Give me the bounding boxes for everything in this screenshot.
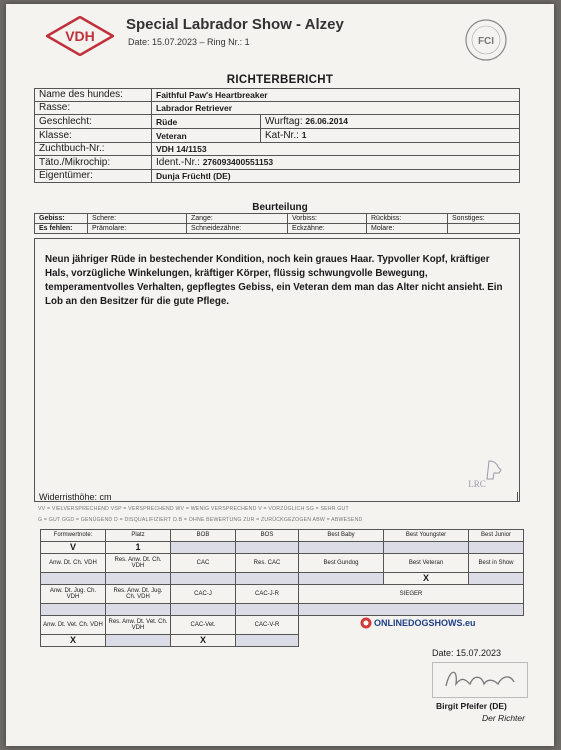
grade-legend-line-2: G = GUT GGD = GENÜGEND D = DISQUALIFIZIERT O.B = OHNE BEWERTUNG ZUR = ZURÜCKGEZOGEN ABW = ABWESEND bbox=[38, 517, 363, 523]
fci-seal-icon bbox=[464, 18, 508, 62]
studbook-label: Zuchtbuch-Nr.: bbox=[35, 143, 152, 156]
teeth-premolars: Prämolare: bbox=[88, 224, 187, 234]
info-row-sex bbox=[35, 115, 520, 129]
litter-label: Wurftag: bbox=[265, 116, 303, 127]
res-anw-vet-ch-value: X bbox=[41, 635, 106, 647]
results-junior-row bbox=[41, 585, 524, 604]
teeth-bite-label: Gebiss: bbox=[35, 214, 88, 224]
res-anw-vet-ch: Anw. Dt. Vet. Ch. VDH bbox=[41, 616, 106, 635]
teeth-canines: Eckzähne: bbox=[288, 224, 367, 234]
res-h-bob: BOB bbox=[171, 530, 236, 542]
res-res-anw-ch-value bbox=[106, 573, 171, 585]
res-h-place: Platz bbox=[106, 530, 171, 542]
res-cac-j-r: CAC-J-R bbox=[236, 585, 299, 604]
onlinedogshows-badge-icon bbox=[360, 617, 372, 629]
report-title: RICHTERBERICHT bbox=[226, 74, 334, 86]
results-junior-value-row bbox=[41, 604, 524, 616]
info-row-chip bbox=[35, 156, 520, 170]
res-h-bos: BOS bbox=[236, 530, 299, 542]
teeth-row-missing bbox=[35, 224, 520, 234]
teeth-incisors: Schneidezähne: bbox=[187, 224, 288, 234]
res-h-best-youngster: Best Youngster bbox=[384, 530, 469, 542]
judge-report-page bbox=[6, 4, 554, 746]
res-grade-value: V bbox=[41, 542, 106, 554]
cat-cell bbox=[261, 129, 520, 143]
res-anw-jug-ch: Anw. Dt. Jug. Ch. VDH bbox=[41, 585, 106, 604]
info-row-class bbox=[35, 129, 520, 143]
breed-value: Labrador Retriever bbox=[152, 102, 520, 115]
res-bob-value bbox=[171, 542, 236, 554]
dog-info-table bbox=[34, 88, 520, 183]
chip-label: Täto./Mikrochip: bbox=[35, 156, 152, 170]
judge-signature-icon bbox=[432, 662, 528, 698]
res-res-anw-vet-ch: Res. Anw. Dt. Vet. Ch. VDH bbox=[106, 616, 171, 635]
vdh-logo-text: VDH bbox=[65, 28, 95, 44]
teeth-pincer: Zange: bbox=[187, 214, 288, 224]
cat-label: Kat-Nr.: bbox=[265, 130, 299, 141]
sex-value: Rüde bbox=[152, 115, 261, 129]
teeth-undershot: Rückbiss: bbox=[367, 214, 448, 224]
res-res-cac-value bbox=[236, 573, 299, 585]
res-res-anw-ch: Res. Anw. Dt. Ch. VDH bbox=[106, 554, 171, 573]
res-best-in-show-value bbox=[469, 573, 524, 585]
res-res-anw-jug-ch-value bbox=[106, 604, 171, 616]
class-value: Veteran bbox=[152, 129, 261, 143]
fci-seal-text: FCI bbox=[477, 36, 495, 47]
studbook-value: VDH 14/1153 bbox=[152, 143, 520, 156]
res-best-junior-value bbox=[469, 542, 524, 554]
withers-height: Widerristhöhe: cm bbox=[34, 492, 518, 502]
res-h-grade: Formwertnote: bbox=[41, 530, 106, 542]
judge-role: Der Richter bbox=[482, 713, 525, 723]
signature-date: Date: 15.07.2023 bbox=[432, 648, 502, 658]
res-cac-j: CAC-J bbox=[171, 585, 236, 604]
results-table bbox=[40, 529, 524, 647]
assessment-title: Beurteilung bbox=[252, 202, 308, 213]
res-anw-ch-value bbox=[41, 573, 106, 585]
res-best-in-show: Best in Show bbox=[469, 554, 524, 573]
info-row-name bbox=[35, 89, 520, 102]
res-h-best-baby: Best Baby bbox=[299, 530, 384, 542]
res-cac-vet-value: X bbox=[171, 635, 236, 647]
res-anw-ch: Anw. Dt. Ch. VDH bbox=[41, 554, 106, 573]
grade-legend-line-1: VV = VIELVERSPRECHEND VSP = VERSPRECHEND WV = WENIG VERSPRECHEND V = VORZÜGLICH SG = SEHR GUT bbox=[38, 506, 349, 512]
res-res-anw-jug-ch: Res. Anw. Dt. Jug. Ch. VDH bbox=[106, 585, 171, 604]
vdh-logo-icon bbox=[46, 16, 114, 56]
owner-value: Dunja Früchtl (DE) bbox=[152, 170, 520, 183]
show-date-ring: Date: 15.07.2023 – Ring Nr.: 1 bbox=[128, 37, 250, 47]
res-best-veteran-value: X bbox=[384, 573, 469, 585]
name-value: Faithful Paw's Heartbreaker bbox=[152, 89, 520, 102]
results-title-value-row bbox=[41, 573, 524, 585]
results-title-row bbox=[41, 554, 524, 573]
teeth-overshot: Vorbiss: bbox=[288, 214, 367, 224]
res-cac-value bbox=[171, 573, 236, 585]
res-cac-j-r-value bbox=[236, 604, 299, 616]
res-sieger: SIEGER bbox=[299, 585, 524, 604]
judge-name: Birgit Pfeifer (DE) bbox=[436, 701, 507, 711]
teeth-molars: Molare: bbox=[367, 224, 448, 234]
sex-label: Geschlecht: bbox=[35, 115, 152, 129]
res-res-anw-vet-ch-value bbox=[106, 635, 171, 647]
info-row-studbook bbox=[35, 143, 520, 156]
breed-label: Rasse: bbox=[35, 102, 152, 115]
res-cac-v-r: CAC-V-R bbox=[236, 616, 299, 635]
res-cac-vet: CAC-Vet. bbox=[171, 616, 236, 635]
chip-value: 276093400551153 bbox=[202, 157, 274, 167]
res-best-youngster-value bbox=[384, 542, 469, 554]
res-cac-j-value bbox=[171, 604, 236, 616]
info-row-breed bbox=[35, 102, 520, 115]
chip-prefix: Ident.-Nr.: bbox=[156, 157, 200, 168]
res-best-gundog-value bbox=[299, 573, 384, 585]
res-cac: CAC bbox=[171, 554, 236, 573]
critique-box bbox=[34, 238, 520, 502]
teeth-missing-label: Es fehlen: bbox=[35, 224, 88, 234]
teeth-other: Sonstiges: bbox=[448, 214, 520, 224]
teeth-table bbox=[34, 213, 520, 234]
res-res-cac: Res. CAC bbox=[236, 554, 299, 573]
chip-cell bbox=[152, 156, 520, 170]
owner-label: Eigentümer: bbox=[35, 170, 152, 183]
critique-text: Neun jähriger Rüde in bestechender Kondition, noch kein graues Haar. Typvoller Kopf, kräftiger Hals, vorzügliche Winkelungen, kräftiger Körper, flüssig schwungvolle Bewegung, temperamentvolles Verhalten, gepflegtes Gebiss, ein Veteran dem man das Alter nicht ansieht. Ein Lob an den Besitzer für die gute Pflege. bbox=[45, 254, 503, 307]
litter-cell bbox=[261, 115, 520, 129]
res-anw-jug-ch-value bbox=[41, 604, 106, 616]
teeth-scissor: Schere: bbox=[88, 214, 187, 224]
stamp-text: LRC bbox=[468, 479, 486, 489]
cat-value: 1 bbox=[301, 130, 307, 140]
info-row-owner bbox=[35, 170, 520, 183]
res-best-veteran: Best Veteran bbox=[384, 554, 469, 573]
class-label: Klasse: bbox=[35, 129, 152, 143]
teeth-empty bbox=[448, 224, 520, 234]
res-best-baby-value bbox=[299, 542, 384, 554]
litter-value: 26.06.2014 bbox=[305, 116, 348, 126]
show-title: Special Labrador Show - Alzey bbox=[126, 16, 344, 33]
res-cac-v-r-value bbox=[236, 635, 299, 647]
res-sieger-value bbox=[299, 604, 524, 616]
res-h-best-junior: Best Junior bbox=[469, 530, 524, 542]
res-bos-value bbox=[236, 542, 299, 554]
results-grade-row bbox=[41, 542, 524, 554]
name-label: Name des hundes: bbox=[35, 89, 152, 102]
results-header-row bbox=[41, 530, 524, 542]
res-best-gundog: Best Gundog bbox=[299, 554, 384, 573]
labrador-club-stamp-icon bbox=[463, 457, 505, 491]
teeth-row-bite bbox=[35, 214, 520, 224]
res-place-value: 1 bbox=[106, 542, 171, 554]
onlinedogshows-logo: ONLINEDOGSHOWS.eu bbox=[374, 618, 476, 628]
